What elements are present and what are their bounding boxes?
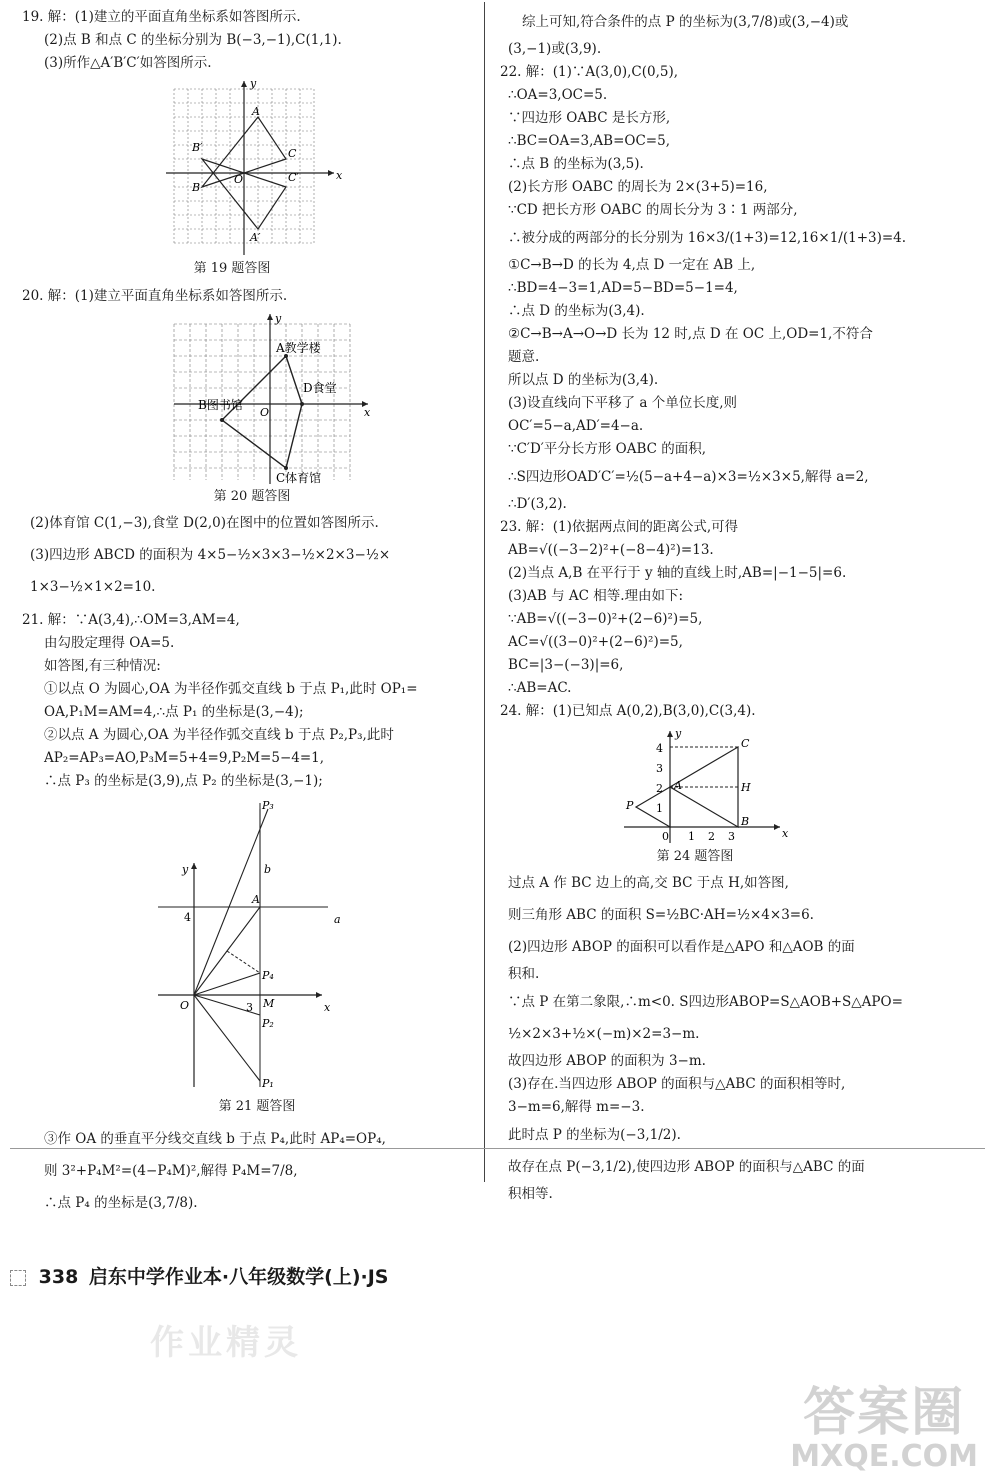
q21-line: 21. 解：∵A(3,4),∴OM=3,AM=4,	[22, 612, 240, 628]
svg-text:P₄: P₄	[262, 969, 274, 982]
q22-line: 题意.	[508, 349, 540, 365]
q20-line: (3)四边形 ABCD 的面积为 4×5−½×3×3−½×2×3−½×	[30, 547, 391, 563]
figure-21	[152, 797, 362, 1097]
svg-text:2: 2	[708, 830, 715, 843]
q24-line: 此时点 P 的坐标为(−3,1/2).	[508, 1127, 681, 1143]
q22-line: ∴OA=3,OC=5.	[508, 87, 608, 103]
fig20-label-c: C体育馆	[276, 471, 322, 485]
footer-divider	[10, 1148, 985, 1149]
svg-text:B: B	[741, 815, 750, 828]
svg-text:O: O	[234, 173, 244, 186]
svg-text:0: 0	[662, 830, 669, 843]
q21-conclusion-line: (3,−1)或(3,9).	[508, 41, 602, 57]
watermark-logo	[790, 1385, 978, 1473]
fig20-label-d: D食堂	[303, 381, 337, 395]
q21-line: ①以点 O 为圆心,OA 为半径作弧交直线 b 于点 P₁,此时 OP₁=	[44, 681, 418, 697]
svg-text:a: a	[334, 913, 341, 926]
book-title: 启东中学作业本·八年级数学(上)·JS	[88, 1266, 389, 1288]
q21-line: 由勾股定理得 OA=5.	[44, 635, 175, 651]
svg-text:C: C	[741, 737, 750, 750]
q24-line: (3)存在.当四边形 ABOP 的面积与△ABC 的面积相等时,	[508, 1076, 846, 1092]
svg-text:A: A	[674, 779, 682, 792]
q21-line: 如答图,有三种情况:	[44, 658, 161, 674]
q22-line: ∴被分成的两部分的长分别为 16×3/(1+3)=12,16×1/(1+3)=4.	[508, 230, 907, 246]
fig20-label-b: B图书馆	[198, 398, 243, 412]
svg-text:A: A	[252, 893, 260, 906]
figure-19	[162, 79, 342, 259]
q24-line: 故四边形 ABOP 的面积为 3−m.	[508, 1053, 706, 1069]
q22-line: ∴BC=OA=3,AB=OC=5,	[508, 133, 670, 149]
q24-line: 过点 A 作 BC 边上的高,交 BC 于点 H,如答图,	[508, 875, 789, 891]
q24-line: 24. 解：(1)已知点 A(0,2),B(3,0),C(3,4).	[500, 703, 756, 719]
svg-text:x: x	[782, 827, 789, 840]
q20-line: (2)体育馆 C(1,−3),食堂 D(2,0)在图中的位置如答图所示.	[30, 515, 379, 531]
q21-line: ∴点 P₄ 的坐标是(3,7/8).	[44, 1195, 198, 1211]
footer-ornament-icon	[10, 1270, 26, 1286]
svg-text:y: y	[275, 312, 282, 325]
q24-line: 积和.	[508, 966, 540, 982]
svg-text:x: x	[336, 169, 342, 182]
figure-20	[172, 312, 372, 487]
q22-line: OC′=5−a,AD′=4−a.	[508, 418, 644, 434]
q23-line: BC=|3−(−3)|=6,	[508, 657, 624, 673]
q23-line: AC=√((3−0)²+(2−6)²)=5,	[508, 634, 683, 650]
q22-line: ∵四边形 OABC 是长方形,	[508, 110, 671, 126]
svg-text:3: 3	[246, 1001, 253, 1014]
q23-line: 23. 解：(1)依据两点间的距离公式,可得	[500, 519, 739, 535]
figure-20-caption: 第 20 题答图	[213, 489, 291, 504]
q19-line: (2)点 B 和点 C 的坐标分别为 B(−3,−1),C(1,1).	[44, 32, 342, 48]
q24-line: ½×2×3+½×(−m)×2=3−m.	[508, 1026, 700, 1042]
q22-line: 22. 解：(1)∵A(3,0),C(0,5),	[500, 64, 679, 80]
grid-diagram-19	[162, 79, 342, 259]
q24-line: 故存在点 P(−3,1/2),使四边形 ABOP 的面积与△ABC 的面	[508, 1159, 865, 1175]
svg-text:2: 2	[656, 782, 663, 795]
q21-line: ③作 OA 的垂直平分线交直线 b 于点 P₄,此时 AP₄=OP₄,	[44, 1131, 386, 1147]
diagram-24	[620, 727, 790, 847]
q22-line: ∴点 B 的坐标为(3,5).	[508, 156, 644, 172]
q22-line: ②C→B→A→O→D 长为 12 时,点 D 在 OC 上,OD=1,不符合	[508, 326, 873, 342]
q24-line: (2)四边形 ABOP 的面积可以看作是△APO 和△AOB 的面	[508, 939, 855, 955]
q23-line: ∴AB=AC.	[508, 680, 572, 696]
q21-line: AP₂=AP₃=AO,P₃M=5+4=9,P₂M=5−4=1,	[44, 750, 325, 766]
q21-line: ②以点 A 为圆心,OA 为半径作弧交直线 b 于点 P₂,P₃,此时	[44, 727, 394, 743]
watermark-line1: 答案圈	[803, 1383, 966, 1443]
faded-stamp: 作业精灵	[150, 1323, 302, 1363]
grid-diagram-20	[172, 312, 372, 487]
svg-text:C: C	[288, 147, 297, 160]
svg-text:y: y	[250, 79, 257, 90]
figure-21-caption: 第 21 题答图	[218, 1099, 296, 1114]
svg-text:1: 1	[656, 802, 663, 815]
figure-19-caption: 第 19 题答图	[193, 261, 271, 276]
svg-text:3: 3	[728, 830, 735, 843]
svg-text:A′: A′	[250, 231, 261, 244]
q22-line: (3)设直线向下平移了 a 个单位长度,则	[508, 395, 738, 411]
q23-line: ∵AB=√((−3−0)²+(2−6)²)=5,	[508, 611, 703, 627]
svg-text:B: B	[192, 181, 201, 194]
watermark-line2: MXQE.COM	[790, 1439, 978, 1474]
q22-line: ∴BD=4−3=1,AD=5−BD=5−1=4,	[508, 280, 738, 296]
svg-text:4: 4	[184, 911, 191, 924]
q23-line: (2)当点 A,B 在平行于 y 轴的直线上时,AB=|−1−5|=6.	[508, 565, 847, 581]
svg-text:x: x	[324, 1001, 331, 1014]
q22-line: (2)长方形 OABC 的周长为 2×(3+5)=16,	[508, 179, 768, 195]
q19-line: (3)所作△A′B′C′如答图所示.	[44, 55, 212, 71]
svg-text:3: 3	[656, 762, 663, 775]
svg-text:y: y	[675, 727, 682, 740]
q22-line: ∴S四边形OAD′C′=½(5−a+4−a)×3=½×3×5,解得 a=2,	[508, 469, 869, 485]
q24-line: 则三角形 ABC 的面积 S=½BC·AH=½×4×3=6.	[508, 907, 814, 923]
page-footer	[10, 1262, 388, 1289]
svg-text:P₂: P₂	[262, 1017, 274, 1030]
svg-text:P₃: P₃	[262, 799, 274, 812]
q24-line: ∵点 P 在第二象限,∴m<0. S四边形ABOP=S△AOB+S△APO=	[508, 994, 903, 1010]
q20-line: 1×3−½×1×2=10.	[30, 579, 156, 595]
svg-text:4: 4	[656, 742, 663, 755]
q22-line: ∴点 D 的坐标为(3,4).	[508, 303, 645, 319]
q22-line: ∴D′(3,2).	[508, 496, 567, 512]
q22-line: ∵C′D′平分长方形 OABC 的面积,	[508, 441, 707, 457]
svg-text:M: M	[263, 997, 275, 1010]
q21-line: ∴点 P₃ 的坐标是(3,9),点 P₂ 的坐标是(3,−1);	[44, 773, 323, 789]
q22-line: ∵CD 把长方形 OABC 的周长分为 3∶1 两部分,	[508, 202, 798, 218]
svg-text:P: P	[626, 799, 634, 812]
q21-line: OA,P₁M=AM=4,∴点 P₁ 的坐标是(3,−4);	[44, 704, 304, 720]
fig20-label-a: A教学楼	[276, 341, 321, 355]
svg-text:H: H	[741, 781, 751, 794]
svg-text:O: O	[260, 406, 270, 419]
svg-text:B′: B′	[192, 141, 203, 154]
svg-text:x: x	[364, 406, 371, 419]
figure-24	[620, 727, 790, 847]
svg-text:b: b	[264, 863, 272, 876]
q21-conclusion-line: 综上可知,符合条件的点 P 的坐标为(3,7/8)或(3,−4)或	[522, 14, 849, 30]
q23-line: (3)AB 与 AC 相等.理由如下:	[508, 588, 684, 604]
q20-line: 20. 解：(1)建立平面直角坐标系如答图所示.	[22, 288, 288, 304]
left-column	[22, 6, 472, 1219]
q22-line: 所以点 D 的坐标为(3,4).	[508, 372, 659, 388]
svg-text:1: 1	[688, 830, 695, 843]
q24-line: 积相等.	[508, 1186, 553, 1202]
q22-line: ①C→B→D 的长为 4,点 D 一定在 AB 上,	[508, 257, 756, 273]
column-divider	[484, 2, 485, 1182]
q23-line: AB=√((−3−2)²+(−8−4)²)=13.	[508, 542, 714, 558]
q19-line: 19. 解：(1)建立的平面直角坐标系如答图所示.	[22, 9, 301, 25]
q21-line: 则 3²+P₄M²=(4−P₄M)²,解得 P₄M=7/8,	[44, 1163, 298, 1179]
right-column	[500, 6, 930, 1206]
svg-text:y: y	[182, 863, 189, 876]
svg-text:A: A	[252, 105, 260, 118]
q24-line: 3−m=6,解得 m=−3.	[508, 1099, 645, 1115]
page-number: 338	[38, 1266, 79, 1288]
svg-text:P₁: P₁	[262, 1077, 274, 1090]
diagram-21	[152, 797, 362, 1097]
figure-24-caption: 第 24 题答图	[656, 849, 734, 864]
svg-text:O: O	[180, 999, 190, 1012]
svg-text:C′: C′	[288, 171, 299, 184]
